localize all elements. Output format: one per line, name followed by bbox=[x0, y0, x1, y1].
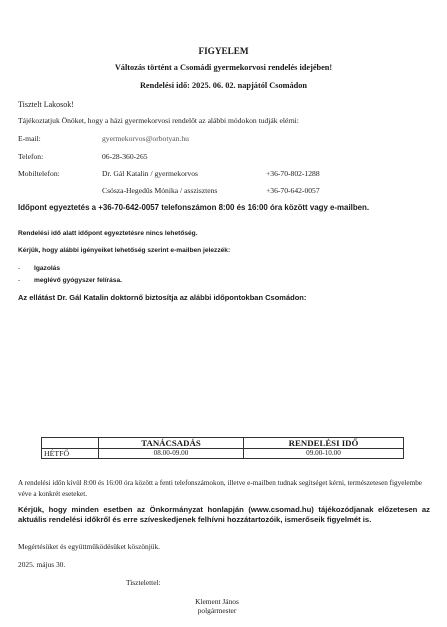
closing-text: Tisztelettel: bbox=[126, 578, 161, 587]
phone-number: 06-28-360-265 bbox=[102, 152, 148, 161]
service-note: Az ellátást Dr. Gál Katalin doktornő biztosítja az alábbi időpontokban Csomádon: bbox=[18, 293, 307, 302]
phone-label: Telefon: bbox=[18, 152, 44, 161]
office-hours-table bbox=[41, 437, 404, 459]
assistant-mobile: +36-70-642-0057 bbox=[266, 186, 320, 195]
document-date: 2025. május 30. bbox=[18, 560, 66, 569]
mobile-label: Mobiltelefon: bbox=[18, 169, 60, 178]
list-bullet: - bbox=[18, 277, 21, 284]
table-cell-office: 09.00-10.00 bbox=[244, 449, 404, 459]
doctor-name: Dr. Gál Katalin / gyermekorvos bbox=[102, 169, 198, 178]
assistant-name: Csósza-Hegedűs Mónika / asszisztens bbox=[102, 186, 218, 195]
signature-name: Klement János bbox=[195, 597, 239, 606]
change-notice: Változás történt a Csomádi gyermekorvosi rendelés idejében! bbox=[114, 63, 333, 72]
office-hours-start: Rendelési idő: 2025. 06. 02. napjától Csomádon bbox=[139, 81, 308, 90]
document-heading: FIGYELEM bbox=[198, 46, 249, 56]
signature-title: polgármester bbox=[197, 606, 237, 615]
email-request-note: Kérjük, hogy alábbi igényeiket lehetőség szerint e-mailben jelezzék: bbox=[18, 247, 231, 254]
doctor-mobile: +36-70-802-1288 bbox=[266, 169, 320, 178]
table-header-day bbox=[42, 438, 99, 449]
table-cell-day: HÉTFŐ bbox=[42, 449, 99, 459]
website-note: Kérjük, hogy minden esetben az Önkormányzat honlapján (www.csomad.hu) tájékozódjanak előzetesen az aktuális rendelési időkről és erre szíveskedjenek felhívni hozzátartozóik, ismerőseik figyelmét is. bbox=[18, 505, 430, 525]
request-item-certificate: Igazolás bbox=[34, 265, 61, 272]
outside-hours-note: A rendelési időn kívül 8:00 és 16:00 óra között a fenti telefonszámokon, illetve e-mailben tudnak segítséget kérni, természetesen figyelembe véve a konkrét eseteket. bbox=[18, 479, 422, 498]
table-cell-consult: 08.00-09.00 bbox=[99, 449, 244, 459]
salutation: Tisztelt Lakosok! bbox=[18, 100, 74, 109]
request-item-prescription: meglévő gyógyszer felírása. bbox=[34, 277, 122, 284]
table-header-consult: TANÁCSADÁS bbox=[99, 438, 244, 449]
table-header-office: RENDELÉSI IDŐ bbox=[244, 438, 404, 449]
table-header-row bbox=[42, 438, 404, 449]
no-appointment-note: Rendelési idő alatt időpont egyeztetésre nincs lehetőség. bbox=[18, 230, 198, 237]
email-address[interactable]: gyermekorvos@orbotyan.hu bbox=[102, 134, 189, 143]
email-label: E-mail: bbox=[18, 134, 41, 143]
table-row bbox=[42, 449, 404, 459]
intro-text: Tájékoztatjuk Önöket, hogy a házi gyermekorvosi rendelőt az alábbi módokon tudják elérni: bbox=[18, 116, 299, 125]
appointment-note: Időpont egyeztetés a +36-70-642-0057 telefonszámon 8:00 és 16:00 óra között vagy e-mailben. bbox=[18, 203, 370, 212]
list-bullet: - bbox=[18, 265, 21, 272]
thanks-text: Megértésüket és együttműködésüket köszönjük. bbox=[18, 542, 161, 551]
